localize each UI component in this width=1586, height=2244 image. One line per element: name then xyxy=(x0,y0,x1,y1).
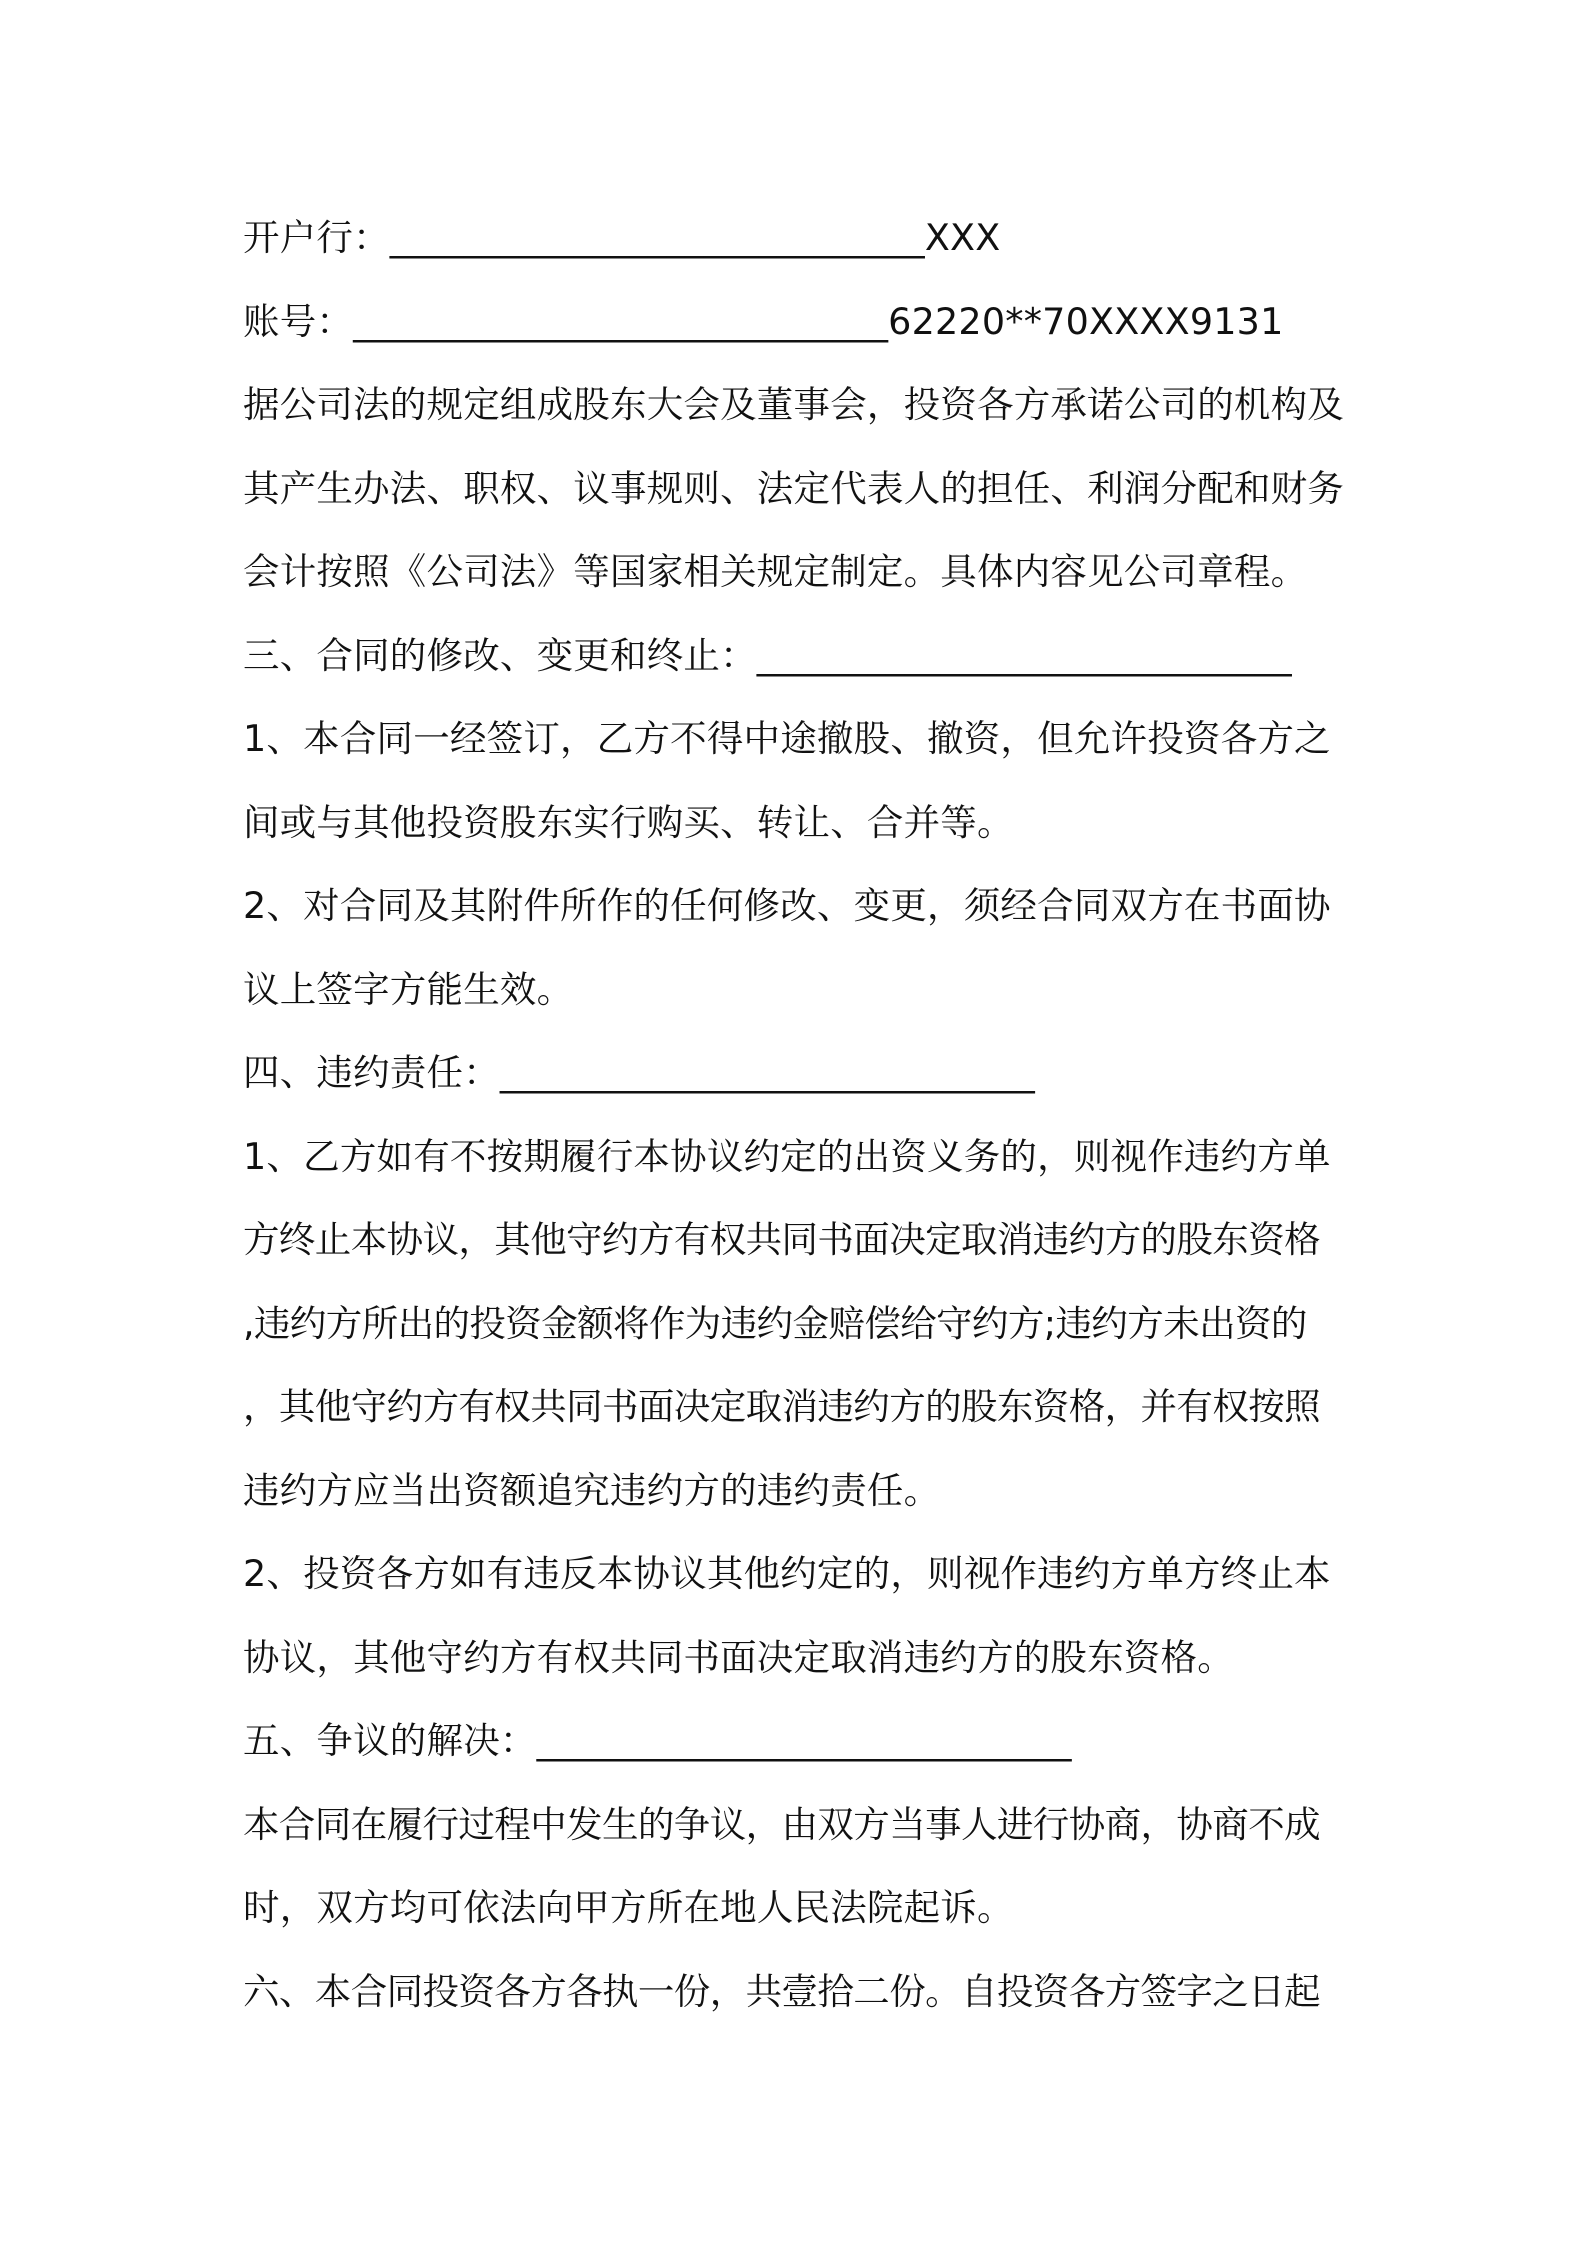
paragraph-line: 方终止本协议，其他守约方有权共同书面决定取消违约方的股东资格 xyxy=(243,1218,1320,1261)
paragraph-line: 1、乙方如有不按期履行本协议约定的出资义务的，则视作违约方单 xyxy=(243,1134,1331,1178)
section-heading-5: 五、争议的解决：_____________________________ xyxy=(243,1719,1072,1762)
paragraph-line: 议上签字方能生效。 xyxy=(243,967,574,1011)
paragraph-line: 时，双方均可依法向甲方所在地人民法院起诉。 xyxy=(243,1886,1014,1929)
paragraph-line: 本合同在履行过程中发生的争议，由双方当事人进行协商，协商不成 xyxy=(243,1802,1320,1846)
section-heading-6: 六、本合同投资各方各执一份，共壹拾二份。自投资各方签字之日起 xyxy=(243,1969,1320,2013)
paragraph-line: 2、对合同及其附件所作的任何修改、变更，须经合同双方在书面协 xyxy=(243,884,1331,927)
paragraph-line: 其产生办法、职权、议事规则、法定代表人的担任、利润分配和财务 xyxy=(243,466,1344,510)
paragraph-line: 间或与其他投资股东实行购买、转让、合并等。 xyxy=(243,800,1014,844)
section-heading-3: 三、合同的修改、变更和终止：_____________________________ xyxy=(243,633,1292,677)
section-heading-4: 四、违约责任：_____________________________ xyxy=(243,1051,1035,1094)
paragraph-line: 据公司法的规定组成股东大会及董事会，投资各方承诺公司的机构及 xyxy=(243,383,1344,426)
paragraph-line: 违约方应当出资额追究违约方的违约责任。 xyxy=(243,1468,941,1512)
paragraph-line: ,违约方所出的投资金额将作为违约金赔偿给守约方;违约方未出资的 xyxy=(243,1301,1307,1345)
paragraph-line: 会计按照《公司法》等国家相关规定制定。具体内容见公司章程。 xyxy=(243,550,1308,593)
document-body xyxy=(243,196,1363,2033)
paragraph-line: 协议，其他守约方有权共同书面决定取消违约方的股东资格。 xyxy=(243,1635,1234,1679)
account-number-line: 账号：_____________________________62220**70XXXX9131 xyxy=(243,299,1284,343)
paragraph-line: 1、本合同一经签订，乙方不得中途撤股、撤资，但允许投资各方之 xyxy=(243,717,1331,760)
paragraph-line: ，其他守约方有权共同书面决定取消违约方的股东资格，并有权按照 xyxy=(243,1385,1320,1428)
bank-name-line: 开户行：_____________________________XXX xyxy=(243,216,1001,259)
paragraph-line: 2、投资各方如有违反本协议其他约定的，则视作违约方单方终止本 xyxy=(243,1552,1331,1595)
